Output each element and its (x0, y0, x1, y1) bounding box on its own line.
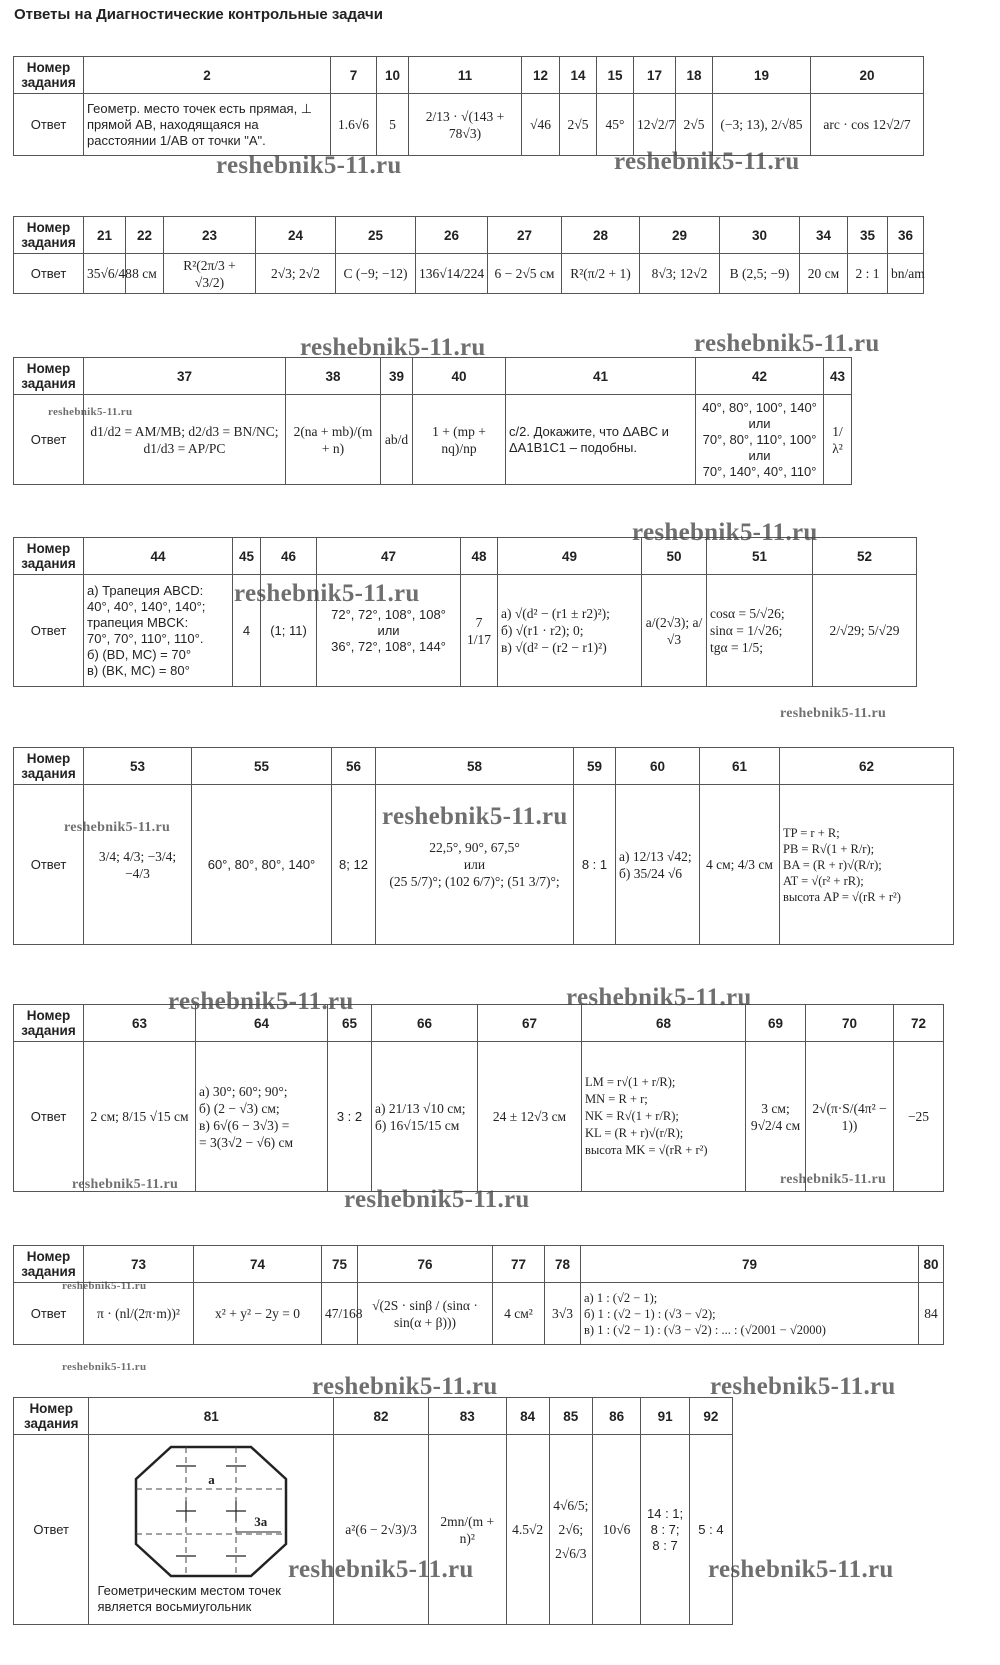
task-number: 35 (848, 217, 888, 254)
answer-cell: d1/d2 = AM/MB; d2/d3 = BN/NC; d1/d3 = AP/PC (84, 395, 286, 485)
task-number: 55 (192, 748, 332, 785)
task-number: 50 (642, 538, 707, 575)
task-number: 27 (488, 217, 562, 254)
task-number: 21 (84, 217, 126, 254)
answer-cell: 2 см; 8/15 √15 см (84, 1042, 196, 1192)
page-title: Ответы на Диагностические контрольные задачи (14, 6, 383, 23)
answer-cell: bn/am (888, 254, 924, 294)
row-label: Ответ (14, 1283, 84, 1345)
task-number: 62 (780, 748, 954, 785)
table-row (14, 1042, 944, 1192)
task-number: 28 (562, 217, 640, 254)
answers-table-5 (13, 747, 954, 945)
answer-cell: 14 : 1; 8 : 7; 8 : 7 (641, 1435, 690, 1625)
table-row (14, 1283, 944, 1345)
table-row (14, 1435, 733, 1625)
task-number: 80 (919, 1246, 944, 1283)
answer-cell: c/2. Докажите, что ΔABC и ΔA1B1C1 – подобны. (506, 395, 696, 485)
answer-cell: 72°, 72°, 108°, 108° или 36°, 72°, 108°, 144° (317, 575, 461, 687)
task-number: 91 (641, 1398, 690, 1435)
answer-cell: Геометр. место точек есть прямая, ⊥ прямой АВ, находящаяся на расстоянии 1/AB от точки "А". (84, 94, 331, 156)
task-number: 19 (713, 57, 811, 94)
answer-cell: а) 12/13 √42; б) 35/24 √6 (616, 785, 700, 945)
task-number: 79 (581, 1246, 919, 1283)
task-number: 30 (720, 217, 800, 254)
watermark: reshebnik5-11.ru (288, 1556, 474, 1583)
table-row (14, 1398, 733, 1435)
answer-cell: 4 см; 4/3 см (700, 785, 780, 945)
table-row (14, 57, 924, 94)
answer-cell (89, 1435, 334, 1625)
task-number: 29 (640, 217, 720, 254)
watermark: reshebnik5-11.ru (64, 820, 171, 835)
answer-cell: 136√14/224 (416, 254, 488, 294)
answer-cell: 3√3 (545, 1283, 581, 1345)
task-number: 65 (328, 1005, 372, 1042)
label-3a: 3a (254, 1514, 268, 1529)
answer-cell: arc · cos 12√2/7 (811, 94, 924, 156)
answer-text: Геометрическим местом точек является восьмиугольник (97, 1583, 281, 1614)
task-number: 69 (746, 1005, 806, 1042)
table-row (14, 358, 852, 395)
answer-cell: 2(na + mb)/(m + n) (286, 395, 381, 485)
answer-cell: 2√3; 2√2 (256, 254, 336, 294)
octagon-diagram (116, 1444, 306, 1579)
answer-cell: 2/13 · √(143 + 78√3) (409, 94, 522, 156)
task-number: 45 (233, 538, 261, 575)
task-number: 42 (696, 358, 824, 395)
answer-cell: 3 см; 9√2/4 см (746, 1042, 806, 1192)
watermark: reshebnik5-11.ru (168, 988, 354, 1015)
answer-cell: (−3; 13), 2/√85 (713, 94, 811, 156)
task-number: 67 (478, 1005, 582, 1042)
task-number: 17 (634, 57, 676, 94)
answer-cell: 4 (233, 575, 261, 687)
answer-cell: 84 (919, 1283, 944, 1345)
watermark: reshebnik5-11.ru (780, 706, 887, 721)
task-number: 44 (84, 538, 233, 575)
answers-table-8 (13, 1397, 733, 1625)
row-label: Номер задания (14, 57, 84, 94)
answer-cell: 2√5 (676, 94, 713, 156)
task-number: 60 (616, 748, 700, 785)
answer-cell: 8 : 1 (574, 785, 616, 945)
answer-cell: 1 + (mp + nq)/np (413, 395, 506, 485)
table-row (14, 748, 954, 785)
answer-cell: a²(6 − 2√3)/3 (334, 1435, 429, 1625)
table-row (14, 217, 924, 254)
task-number: 37 (84, 358, 286, 395)
task-number: 34 (800, 217, 848, 254)
answer-cell: 7 1/17 (461, 575, 498, 687)
answer-cell: а) 1 : (√2 − 1); б) 1 : (√2 − 1) : (√3 − √2); в) 1 : (√2 − 1) : (√3 − √2) : ... : (√2001 − √2000) (581, 1283, 919, 1345)
answer-cell: 4√6/5; 2√6; 2√6/3 (549, 1435, 592, 1625)
task-number: 48 (461, 538, 498, 575)
answer-cell: 8; 12 (332, 785, 376, 945)
watermark: reshebnik5-11.ru (300, 334, 486, 361)
answer-cell: 4.5√2 (506, 1435, 549, 1625)
answer-cell: 2mn/(m + n)² (429, 1435, 507, 1625)
answers-table-2 (13, 216, 924, 294)
task-number: 2 (84, 57, 331, 94)
answer-cell: √46 (522, 94, 560, 156)
task-number: 7 (331, 57, 377, 94)
task-number: 36 (888, 217, 924, 254)
table-row (14, 395, 852, 485)
answer-cell: 2/√29; 5/√29 (813, 575, 917, 687)
task-number: 14 (560, 57, 597, 94)
answer-cell: 5 : 4 (689, 1435, 732, 1625)
watermark: reshebnik5-11.ru (694, 330, 880, 357)
answer-cell: а) 30°; 60°; 90°; б) (2 − √3) см; в) 6√(6 − 3√3) = = 3(3√2 − √6) см (196, 1042, 328, 1192)
answer-cell: 20 см (800, 254, 848, 294)
row-label: Ответ (14, 1042, 84, 1192)
watermark: reshebnik5-11.ru (62, 1361, 147, 1373)
row-label: Ответ (14, 395, 84, 485)
task-number: 83 (429, 1398, 507, 1435)
watermark: reshebnik5-11.ru (614, 148, 800, 175)
answer-cell: ab/d (381, 395, 413, 485)
answer-cell: 4 см² (493, 1283, 545, 1345)
answers-table-3 (13, 357, 852, 485)
answer-cell: TP = r + R; PB = R√(1 + R/r); BA = (R + r)√(R/r); AT = √(r² + rR); высота AP = √(rR + r²) (780, 785, 954, 945)
task-number: 15 (597, 57, 634, 94)
answer-cell: LM = r√(1 + r/R); MN = R + r; NK = R√(1 + r/R); KL = (R + r)√(r/R); высота MK = √(rR + r²) (582, 1042, 746, 1192)
watermark: reshebnik5-11.ru (780, 1172, 887, 1187)
task-number: 58 (376, 748, 574, 785)
table-row (14, 1005, 944, 1042)
task-number: 82 (334, 1398, 429, 1435)
table-row (14, 575, 917, 687)
task-number: 73 (84, 1246, 194, 1283)
task-number: 72 (894, 1005, 944, 1042)
task-number: 75 (322, 1246, 358, 1283)
answer-cell: B (2,5; −9) (720, 254, 800, 294)
task-number: 74 (194, 1246, 322, 1283)
task-number: 85 (549, 1398, 592, 1435)
watermark: reshebnik5-11.ru (344, 1186, 530, 1213)
answer-cell: −25 (894, 1042, 944, 1192)
answer-cell: R²(π/2 + 1) (562, 254, 640, 294)
task-number: 43 (824, 358, 852, 395)
task-number: 84 (506, 1398, 549, 1435)
watermark: reshebnik5-11.ru (72, 1177, 179, 1192)
task-number: 22 (126, 217, 164, 254)
task-number: 26 (416, 217, 488, 254)
answer-cell: R²(2π/3 + √3/2) (164, 254, 256, 294)
answer-cell: 47/168 (322, 1283, 358, 1345)
watermark: reshebnik5-11.ru (48, 406, 133, 418)
task-number: 38 (286, 358, 381, 395)
watermark: reshebnik5-11.ru (710, 1373, 896, 1400)
row-label: Ответ (14, 1435, 89, 1625)
answer-cell: а) 21/13 √10 см; б) 16√15/15 см (372, 1042, 478, 1192)
task-number: 81 (89, 1398, 334, 1435)
answer-cell: 1.6√6 (331, 94, 377, 156)
answer-cell: a/(2√3); a/√3 (642, 575, 707, 687)
row-label: Номер задания (14, 1005, 84, 1042)
watermark: reshebnik5-11.ru (216, 152, 402, 179)
watermark: reshebnik5-11.ru (382, 803, 568, 830)
task-number: 86 (592, 1398, 641, 1435)
answers-table-1 (13, 56, 924, 156)
task-number: 51 (707, 538, 813, 575)
answers-table-4 (13, 537, 917, 687)
answer-cell: 40°, 80°, 100°, 140° или 70°, 80°, 110°, 100° или 70°, 140°, 40°, 110° (696, 395, 824, 485)
octagon-figure (116, 1444, 306, 1579)
watermark: reshebnik5-11.ru (632, 519, 818, 546)
answer-cell: 24 ± 12√3 см (478, 1042, 582, 1192)
row-label: Ответ (14, 785, 84, 945)
answer-cell: x² + y² − 2y = 0 (194, 1283, 322, 1345)
row-label: Ответ (14, 94, 84, 156)
task-number: 92 (689, 1398, 732, 1435)
row-label: Ответ (14, 254, 84, 294)
answer-cell: 10√6 (592, 1435, 641, 1625)
answer-cell: 8 см (126, 254, 164, 294)
answer-cell: 45° (597, 94, 634, 156)
watermark: reshebnik5-11.ru (234, 580, 420, 607)
task-number: 24 (256, 217, 336, 254)
answer-cell: 2√(π·S/(4π² − 1)) (806, 1042, 894, 1192)
task-number: 64 (196, 1005, 328, 1042)
answer-cell: 3 : 2 (328, 1042, 372, 1192)
answer-cell: а) √(d² − (r1 ± r2)²); б) √(r1 · r2); 0; в) √(d² − (r2 − r1)²) (498, 575, 642, 687)
answer-cell: 35√6/48 (84, 254, 126, 294)
task-number: 18 (676, 57, 713, 94)
task-number: 10 (377, 57, 409, 94)
task-number: 47 (317, 538, 461, 575)
row-label: Номер задания (14, 1246, 84, 1283)
table-row (14, 254, 924, 294)
task-number: 40 (413, 358, 506, 395)
answer-cell: 1/λ² (824, 395, 852, 485)
answer-cell: √(2S · sinβ / (sinα · sin(α + β))) (358, 1283, 493, 1345)
task-number: 77 (493, 1246, 545, 1283)
task-number: 41 (506, 358, 696, 395)
task-number: 63 (84, 1005, 196, 1042)
task-number: 78 (545, 1246, 581, 1283)
task-number: 25 (336, 217, 416, 254)
row-label: Номер задания (14, 1398, 89, 1435)
answer-cell: 8√3; 12√2 (640, 254, 720, 294)
task-number: 46 (261, 538, 317, 575)
row-label: Ответ (14, 575, 84, 687)
answers-table-6 (13, 1004, 944, 1192)
row-label: Номер задания (14, 748, 84, 785)
watermark: reshebnik5-11.ru (708, 1556, 894, 1583)
answer-cell: π · (nl/(2π·m))² (84, 1283, 194, 1345)
table-row (14, 1246, 944, 1283)
answer-cell: 3/4; 4/3; −3/4; −4/3 (84, 785, 192, 945)
answer-cell: 2 : 1 (848, 254, 888, 294)
task-number: 59 (574, 748, 616, 785)
answer-cell: 5 (377, 94, 409, 156)
task-number: 76 (358, 1246, 493, 1283)
task-number: 66 (372, 1005, 478, 1042)
row-label: Номер задания (14, 538, 84, 575)
answer-cell: C (−9; −12) (336, 254, 416, 294)
task-number: 53 (84, 748, 192, 785)
row-label: Номер задания (14, 217, 84, 254)
task-number: 68 (582, 1005, 746, 1042)
task-number: 56 (332, 748, 376, 785)
task-number: 49 (498, 538, 642, 575)
task-number: 70 (806, 1005, 894, 1042)
answer-cell: 6 − 2√5 см (488, 254, 562, 294)
task-number: 61 (700, 748, 780, 785)
task-number: 23 (164, 217, 256, 254)
task-number: 12 (522, 57, 560, 94)
table-row (14, 94, 924, 156)
task-number: 39 (381, 358, 413, 395)
answer-cell: (1; 11) (261, 575, 317, 687)
answer-cell: cosα = 5/√26; sinα = 1/√26; tgα = 1/5; (707, 575, 813, 687)
task-number: 52 (813, 538, 917, 575)
answer-cell: 60°, 80°, 80°, 140° (192, 785, 332, 945)
answer-cell: 22,5°, 90°, 67,5° или (25 5/7)°; (102 6/7)°; (51 3/7)°; (376, 785, 574, 945)
watermark: reshebnik5-11.ru (566, 984, 752, 1011)
watermark: reshebnik5-11.ru (312, 1373, 498, 1400)
label-a: a (208, 1472, 215, 1487)
row-label: Номер задания (14, 358, 84, 395)
answer-cell: 12√2/7 (634, 94, 676, 156)
answers-table-7 (13, 1245, 944, 1345)
task-number: 11 (409, 57, 522, 94)
watermark: reshebnik5-11.ru (62, 1280, 147, 1292)
answer-cell: 2√5 (560, 94, 597, 156)
task-number: 20 (811, 57, 924, 94)
answer-cell: а) Трапеция ABCD: 40°, 40°, 140°, 140°; трапеция MBCK: 70°, 70°, 110°, 110°. б) (BD, MC) = 70° в) (BK, MC) = 80° (84, 575, 233, 687)
